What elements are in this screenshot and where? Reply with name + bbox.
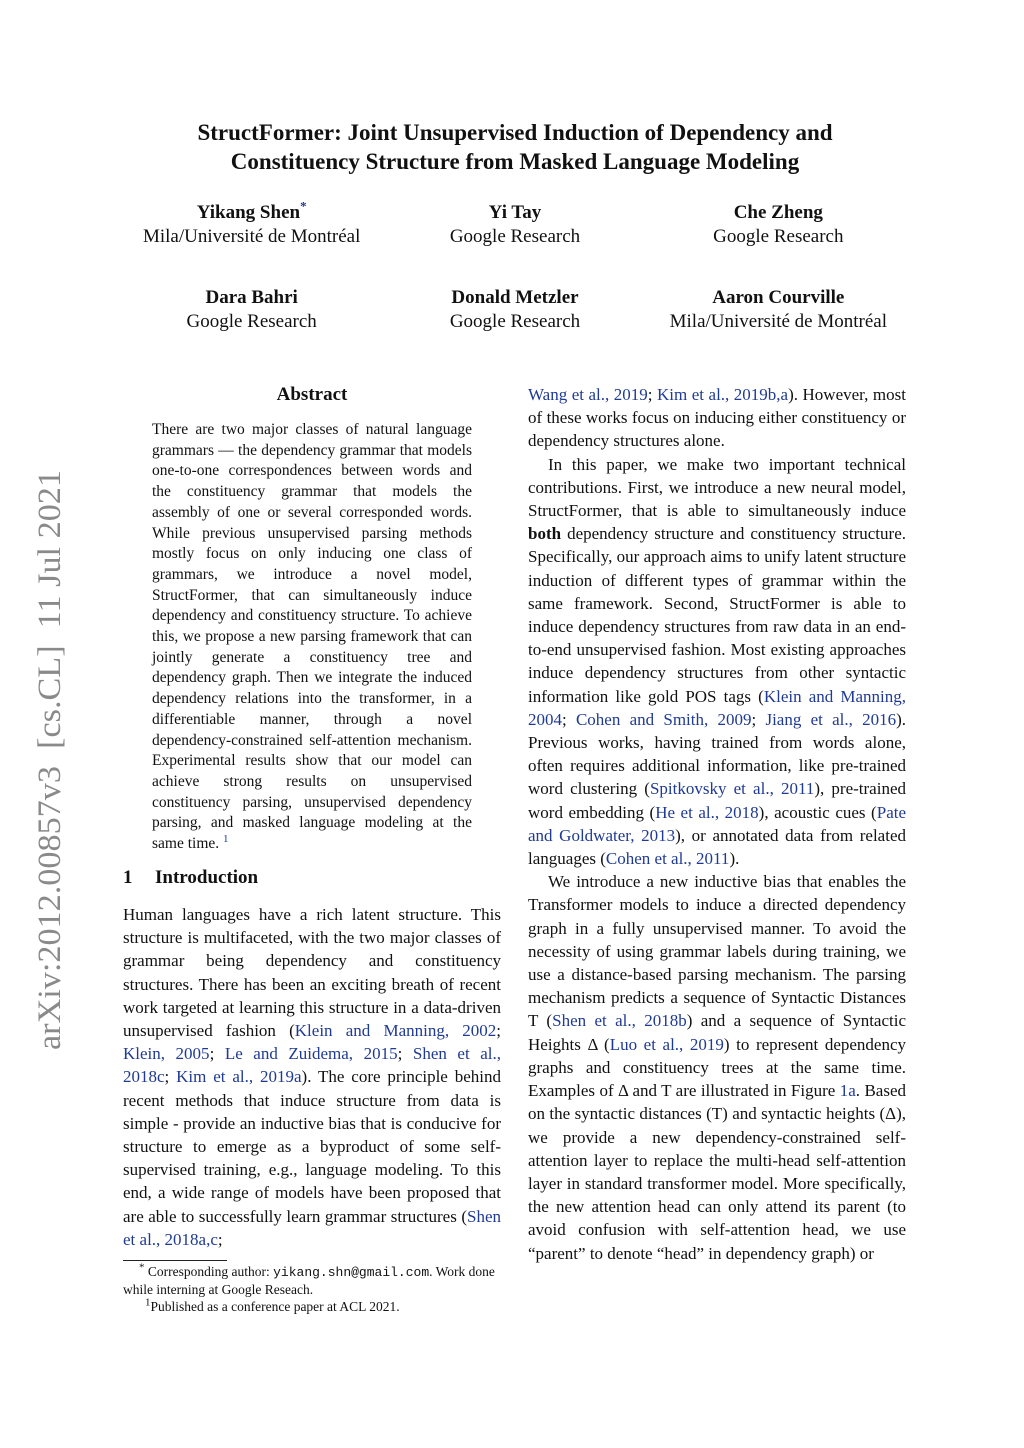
citation-link[interactable]: Cohen and Smith, 2009 (575, 709, 752, 729)
text-run: ; (209, 1044, 225, 1064)
author-block (120, 198, 383, 249)
text-run: ), pre-trained word embedding ( (528, 779, 906, 822)
authors-row-1 (120, 198, 910, 249)
text-run: ; (397, 1044, 413, 1064)
text-run: Published as a conference paper at ACL 2021. (150, 1299, 400, 1314)
paragraph-contributions (528, 453, 906, 871)
text-run: ; (496, 1021, 501, 1041)
section-heading-introduction (123, 866, 258, 890)
citation-link[interactable]: Klein and Manning, 2004 (528, 686, 906, 729)
author-block (647, 286, 910, 334)
text-run: ), or annotated data from related languages ( (528, 825, 906, 869)
text-run: ) and a sequence of Syntactic Heights Δ ( (528, 1011, 906, 1054)
citation-link[interactable]: Kim et al., 2019b,a (657, 385, 789, 404)
text-run: ; (217, 1229, 223, 1249)
author-affiliation: Mila/Université de Montréal (142, 226, 361, 247)
citation-link[interactable]: Klein, 2005 (123, 1044, 210, 1064)
authors-row-2 (120, 286, 910, 334)
author-name: Donald Metzler (451, 287, 579, 308)
paragraph-inductive-bias (528, 870, 906, 1264)
footnote-mark: * (139, 1261, 145, 1274)
author-block (120, 286, 383, 334)
text-run: dependency structure and constituency structure. Specifically, our approach aims to unify latent structure induction of different types of grammar within the same framework. Second, StructFormer is able to induce dependency structures from raw data in an end-to-end unsupervised fashion. Most existing approaches induce dependency structures from other syntactic information like gold POS tags ( (528, 524, 906, 706)
right-column (528, 383, 906, 1265)
citation-link[interactable]: Luo et al., 2019 (609, 1034, 724, 1054)
text-run: ; (751, 709, 766, 729)
citation-link[interactable]: Shen et al., 2018b (552, 1011, 687, 1031)
abstract-heading: Abstract (276, 384, 348, 405)
footnote-corresponding (123, 1263, 501, 1298)
text-run: ; (164, 1067, 177, 1087)
author-affiliation: Google Research (713, 226, 844, 247)
citation-link[interactable]: Klein and Manning, 2002 (294, 1021, 497, 1041)
section-title: Introduction (155, 867, 259, 888)
text-run: Corresponding author: (144, 1264, 274, 1279)
author-affiliation: Google Research (186, 311, 317, 332)
text-run: . Based on the syntactic distances (T) and syntactic heights (Δ), we provide a new dependency-constrained self-attention layer to replace the multi-head self-attention layer in standard transformer model. More specifically, the new attention head can only attend its parent (to avoid confusion with self-attention head, we use “parent” to denote “head” in dependency graph) or (528, 1081, 906, 1263)
arxiv-stamp-text: arXiv:2012.00857v3 [cs.CL] 11 Jul 2021 (32, 490, 68, 1050)
text-run: ). (729, 849, 740, 869)
text-run: In this paper, we make two important technical contributions. First, we introduce a new neural model, StructFormer, that is able to simultaneously induce (528, 454, 906, 521)
citation-link[interactable]: Spitkovsky et al., 2011 (649, 779, 815, 799)
abstract-body (152, 420, 472, 855)
abstract-text: There are two major classes of natural language grammars — the dependency grammar that models one-to-one correspondences between words and the constituency grammar that models the assembly of one or several corresponded words. While previous unsupervised parsing methods mostly focus on only inducing one class of grammars, we introduce a novel model, StructFormer, that can simultaneously induce dependency and constituency structure. To achieve this, we propose a new parsing framework that can jointly generate a constituency tree and dependency graph. Then we integrate the induced dependency relations into the transformer, in a differentiable manner, through a novel dependency-constrained self-attention mechanism. Experimental results show that our model can achieve strong results on unsupervised constituency parsing, unsupervised dependency parsing, and masked language modeling at the same time. (152, 421, 472, 853)
footnote-mark: 1 (145, 1296, 151, 1309)
footnote-publication (123, 1298, 501, 1315)
abstract-footnote-mark[interactable]: 1 (223, 832, 229, 845)
author-name: Aaron Courville (712, 287, 845, 308)
text-run: We introduce a new inductive bias that enables the Transformer models to induce a directed dependency graph in a fully unsupervised manner. To avoid the necessity of using grammar labels during training, we use a distance-based parsing mechanism. The parsing mechanism predicts a sequence of Syntactic Distances T ( (528, 872, 906, 1031)
paper-title (120, 118, 910, 176)
figure-link[interactable]: 1a (839, 1081, 856, 1101)
citation-link[interactable]: Kim et al., 2019a (176, 1067, 302, 1087)
title-line-1: StructFormer: Joint Unsupervised Induction of Dependency and (197, 120, 833, 145)
title-line-2: Constituency Structure from Masked Language Modeling (230, 149, 800, 174)
citation-link[interactable]: Wang et al., 2019 (528, 385, 648, 404)
author-name: Che Zheng (733, 202, 823, 223)
author-affiliation: Google Research (449, 226, 581, 247)
text-run: ; (562, 709, 576, 729)
text-run: . Work done while interning at Google Reseach. (123, 1264, 495, 1297)
arxiv-stamp (22, 460, 72, 1060)
author-block (383, 201, 646, 249)
text-run: Human languages have a rich latent structure. This structure is multifaceted, with the two major classes of grammar being dependency and constituency structures. There has been an exciting breath of recent work targeted at learning this structure in a data-driven unsupervised fashion ( (123, 905, 501, 1041)
author-name: Yi Tay (488, 202, 542, 223)
footnotes (123, 1263, 501, 1315)
author-name: Yikang Shen (196, 202, 301, 223)
text-run: ) to represent dependency graphs and constituency trees at the same time. Examples of Δ and T are illustrated in Figure (528, 1034, 906, 1101)
citation-link[interactable]: Cohen et al., 2011 (605, 849, 730, 869)
author-affiliation: Google Research (449, 311, 581, 332)
author-block (647, 201, 910, 249)
author-email[interactable]: yikang.shn@gmail.com (273, 1265, 430, 1280)
citation-link[interactable]: Shen et al., 2018a,c (123, 1206, 501, 1249)
text-run: ; (647, 385, 658, 404)
citation-link[interactable]: Le and Zuidema, 2015 (224, 1044, 398, 1064)
author-affiliation: Mila/Université de Montréal (669, 311, 888, 332)
section-number: 1 (123, 867, 133, 888)
text-run: ). Previous works, having trained from words alone, often requires additional information, like pre-trained word clustering ( (528, 709, 906, 799)
citation-link[interactable]: He et al., 2018 (655, 802, 759, 822)
author-block (383, 286, 646, 334)
text-run: ). The core principle behind recent methods that induce structure from data is simple - provide an inductive bias that is conducive for structure to emerge as a byproduct of some self-supervised training, e.g., language modeling. To this end, a wide range of models have been proposed that are able to successfully learn grammar structures ( (123, 1067, 501, 1226)
citation-link[interactable]: Pate and Goldwater, 2013 (528, 802, 907, 845)
emphasis-both: both (528, 524, 562, 544)
intro-paragraph-1 (123, 903, 501, 1251)
corresponding-author-mark[interactable]: * (300, 198, 307, 214)
text-run: ). However, most of these works focus on inducing either constituency or dependency structures alone. (528, 385, 906, 451)
citation-link[interactable]: Shen et al., 2018c (123, 1044, 501, 1087)
text-run: ), acoustic cues ( (758, 802, 877, 822)
citation-link[interactable]: Jiang et al., 2016 (765, 709, 897, 729)
paragraph-continued (528, 383, 906, 453)
author-name: Dara Bahri (205, 287, 298, 308)
